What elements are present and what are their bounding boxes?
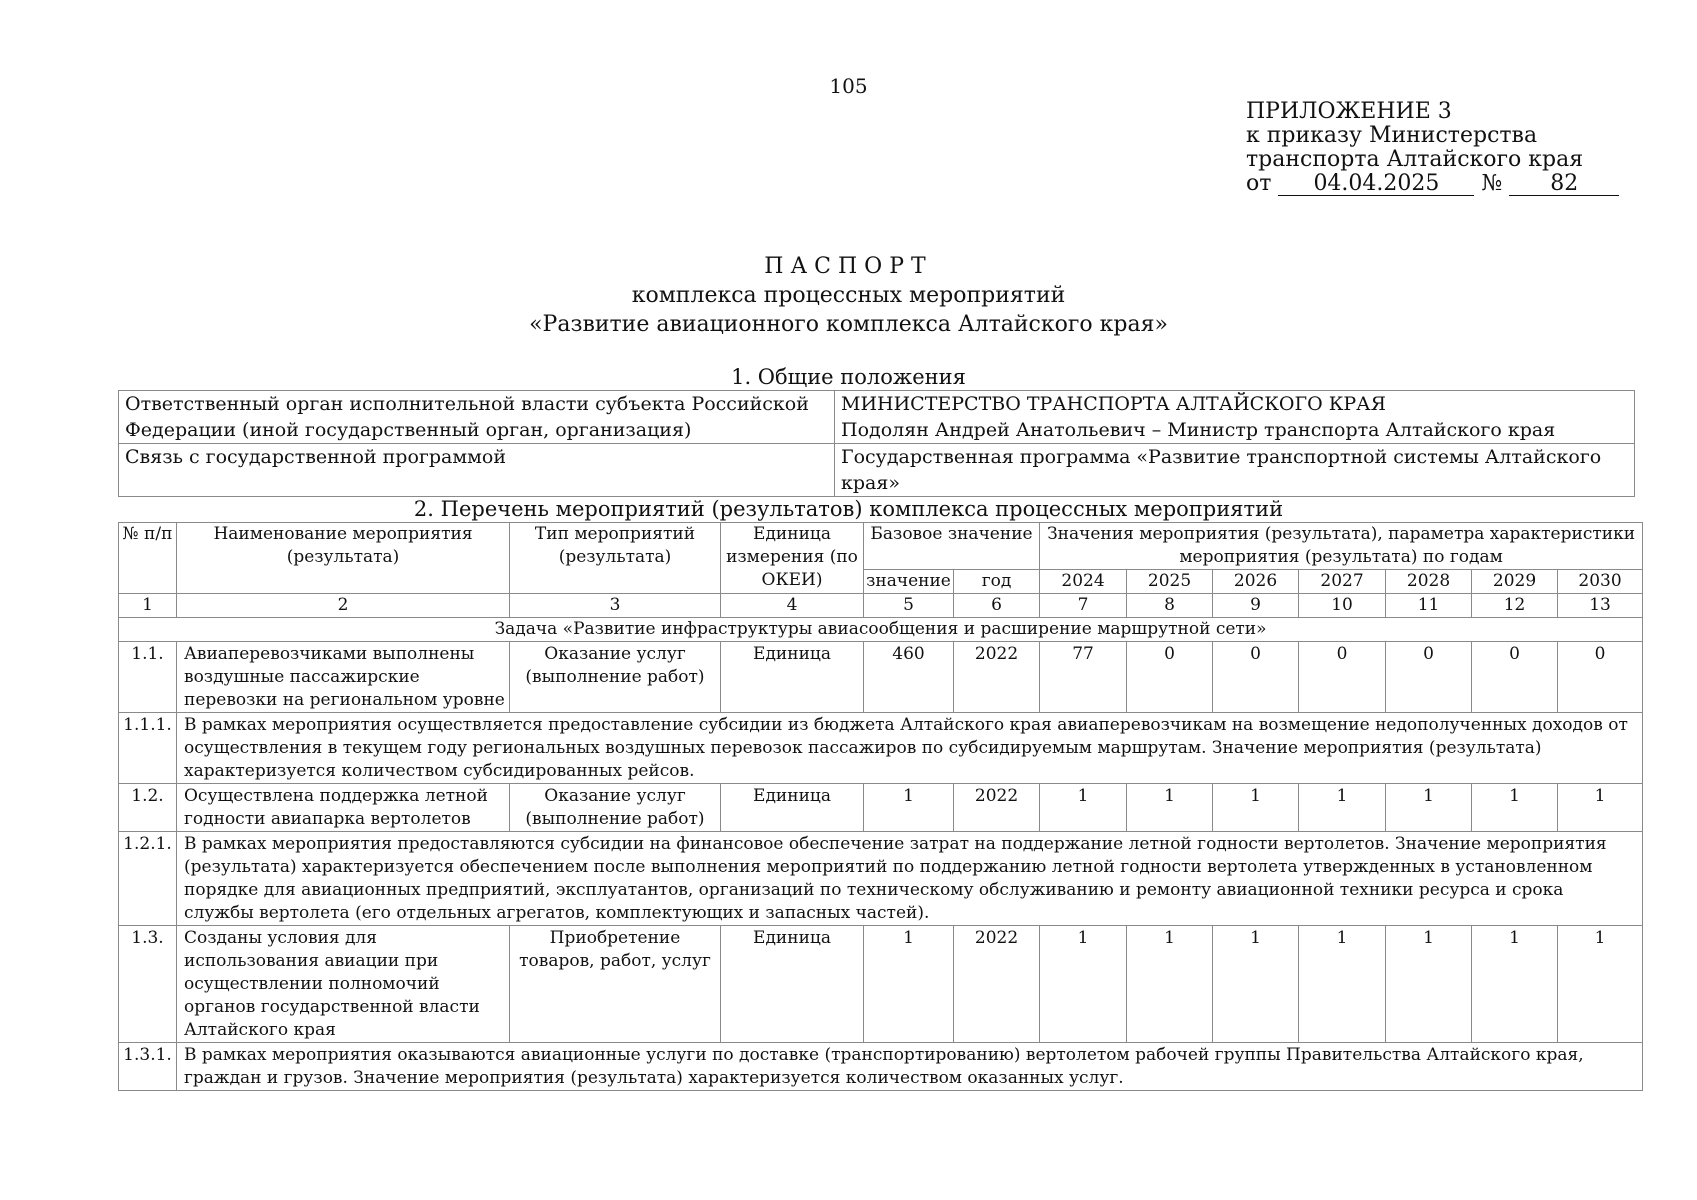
event-base-year: 2022: [954, 926, 1040, 1043]
event-description-row: [119, 713, 1643, 784]
general-label-responsible: [119, 391, 835, 444]
event-num: 1.3.: [119, 926, 177, 1043]
value-line: МИНИСТЕРСТВО ТРАНСПОРТА АЛТАЙСКОГО КРАЯ: [841, 393, 1386, 415]
appendix-line-1: ПРИЛОЖЕНИЕ 3: [1246, 99, 1452, 124]
general-value-program: Государственная программа «Развитие транспортной системы Алтайского края»: [835, 444, 1635, 497]
appendix-number: 82: [1509, 173, 1619, 196]
event-year-value: 1: [1127, 926, 1213, 1043]
general-row-responsible: [119, 391, 1635, 444]
header-row-1: [119, 523, 1643, 570]
event-type: Оказание услуг (выполнение работ): [510, 642, 721, 713]
event-name: Осуществлена поддержка летной годности авиапарка вертолетов: [177, 784, 510, 832]
title-line-2: комплекса процессных мероприятий: [631, 283, 1066, 308]
column-number: 4: [721, 594, 864, 618]
header-type: Тип мероприятий (результата): [510, 523, 721, 594]
event-unit: Единица: [721, 642, 864, 713]
event-year-value: 1: [1213, 784, 1299, 832]
column-numbers-row: [119, 594, 1643, 618]
header-base: Базовое значение: [864, 523, 1040, 570]
event-year-value: 0: [1558, 642, 1643, 713]
header-unit: Единица измерения (по ОКЕИ): [721, 523, 864, 594]
event-name: Авиаперевозчиками выполнены воздушные пассажирские перевозки на региональном уровне: [177, 642, 510, 713]
column-number: 2: [177, 594, 510, 618]
header-year: 2030: [1558, 570, 1643, 594]
event-unit: Единица: [721, 784, 864, 832]
label-line: Федерации (иной государственный орган, организация): [125, 419, 692, 441]
event-num: 1.1.: [119, 642, 177, 713]
appendix-date: 04.04.2025: [1278, 173, 1474, 196]
event-year-value: 77: [1040, 642, 1127, 713]
column-number: 1: [119, 594, 177, 618]
general-row-program: [119, 444, 1635, 497]
events-table: [118, 522, 1643, 1091]
event-year-value: 1: [1040, 926, 1127, 1043]
event-year-value: 1: [1472, 784, 1558, 832]
event-year-value: 0: [1299, 642, 1386, 713]
column-number: 5: [864, 594, 954, 618]
general-provisions-table: [118, 390, 1635, 497]
column-number: 10: [1299, 594, 1386, 618]
column-number: 3: [510, 594, 721, 618]
section-1-heading: 1. Общие положения: [731, 365, 966, 389]
header-year: 2027: [1299, 570, 1386, 594]
column-number: 6: [954, 594, 1040, 618]
label-line: Ответственный орган исполнительной власти субъекта Российской: [125, 393, 809, 415]
description-num: 1.1.1.: [119, 713, 177, 784]
column-number: 7: [1040, 594, 1127, 618]
column-number: 12: [1472, 594, 1558, 618]
event-year-value: 1: [1213, 926, 1299, 1043]
header-years-title: Значения мероприятия (результата), параметра характеристики мероприятия (результата) по годам: [1040, 523, 1643, 570]
event-name: Созданы условия для использования авиации при осуществлении полномочий органов государственной власти Алтайского края: [177, 926, 510, 1043]
event-year-value: 1: [1386, 784, 1472, 832]
column-number: 13: [1558, 594, 1643, 618]
title-main: ПАСПОРТ: [764, 254, 933, 279]
header-year: 2024: [1040, 570, 1127, 594]
header-year: 2029: [1472, 570, 1558, 594]
event-base-value: 460: [864, 642, 954, 713]
event-description-row: [119, 832, 1643, 926]
header-name: Наименование мероприятия (результата): [177, 523, 510, 594]
event-row: [119, 926, 1643, 1043]
appendix-date-prefix: от: [1246, 171, 1272, 196]
event-year-value: 1: [1558, 784, 1643, 832]
event-year-value: 1: [1386, 926, 1472, 1043]
event-year-value: 1: [1299, 784, 1386, 832]
appendix-date-line: [1246, 172, 1619, 196]
value-line: Подолян Андрей Анатольевич – Министр транспорта Алтайского края: [841, 419, 1556, 441]
description-text: В рамках мероприятия оказываются авиационные услуги по доставке (транспортированию) вертолетом рабочей группы Правительства Алтайского края, граждан и грузов. Значение мероприятия (результата) характеризуется количеством оказанных услуг.: [177, 1043, 1643, 1091]
event-year-value: 1: [1127, 784, 1213, 832]
appendix-block: [1246, 100, 1619, 196]
description-num: 1.3.1.: [119, 1043, 177, 1091]
description-text: В рамках мероприятия предоставляются субсидии на финансовое обеспечение затрат на поддержание летной годности вертолетов. Значение мероприятия (результата) характеризуется обеспечением после выполнения мероприятий по поддержанию летной годности вертолета утвержденных в установленном порядке для авиационных предприятий, эксплуатантов, организаций по техническому обслуживанию и ремонту авиационной техники ресурса и срока службы вертолета (его отдельных агрегатов, комплектующих и запасных частей).: [177, 832, 1643, 926]
event-unit: Единица: [721, 926, 864, 1043]
column-number: 8: [1127, 594, 1213, 618]
event-row: [119, 784, 1643, 832]
section-2-heading: 2. Перечень мероприятий (результатов) комплекса процессных мероприятий: [413, 497, 1284, 521]
general-label-program: Связь с государственной программой: [119, 444, 835, 497]
event-base-value: 1: [864, 784, 954, 832]
appendix-line-2: к приказу Министерства: [1246, 123, 1538, 148]
general-value-responsible: [835, 391, 1635, 444]
header-base-value: значение: [864, 570, 954, 594]
description-text: В рамках мероприятия осуществляется предоставление субсидии из бюджета Алтайского края авиаперевозчикам на возмещение недополученных доходов от осуществления в текущем году региональных воздушных перевозок пассажиров по субсидируемым маршрутам. Значение мероприятия (результата) характеризуется количеством субсидированных рейсов.: [177, 713, 1643, 784]
appendix-line-3: транспорта Алтайского края: [1246, 147, 1584, 172]
event-base-year: 2022: [954, 642, 1040, 713]
document-title: [0, 252, 1697, 339]
event-year-value: 1: [1472, 926, 1558, 1043]
event-base-value: 1: [864, 926, 954, 1043]
event-type: Оказание услуг (выполнение работ): [510, 784, 721, 832]
task-row: [119, 618, 1643, 642]
event-type: Приобретение товаров, работ, услуг: [510, 926, 721, 1043]
event-year-value: 1: [1558, 926, 1643, 1043]
header-base-year: год: [954, 570, 1040, 594]
event-year-value: 0: [1472, 642, 1558, 713]
event-row: [119, 642, 1643, 713]
title-line-3: «Развитие авиационного комплекса Алтайского края»: [529, 312, 1168, 337]
header-year: 2028: [1386, 570, 1472, 594]
column-number: 9: [1213, 594, 1299, 618]
event-num: 1.2.: [119, 784, 177, 832]
event-description-row: [119, 1043, 1643, 1091]
header-num: № п/п: [119, 523, 177, 594]
appendix-number-prefix: №: [1481, 171, 1503, 196]
page-number: 105: [829, 74, 868, 98]
event-year-value: 1: [1040, 784, 1127, 832]
task-heading: Задача «Развитие инфраструктуры авиасообщения и расширение маршрутной сети»: [119, 618, 1643, 642]
description-num: 1.2.1.: [119, 832, 177, 926]
header-year: 2026: [1213, 570, 1299, 594]
header-year: 2025: [1127, 570, 1213, 594]
event-base-year: 2022: [954, 784, 1040, 832]
event-year-value: 0: [1127, 642, 1213, 713]
event-year-value: 1: [1299, 926, 1386, 1043]
event-year-value: 0: [1213, 642, 1299, 713]
column-number: 11: [1386, 594, 1472, 618]
event-year-value: 0: [1386, 642, 1472, 713]
